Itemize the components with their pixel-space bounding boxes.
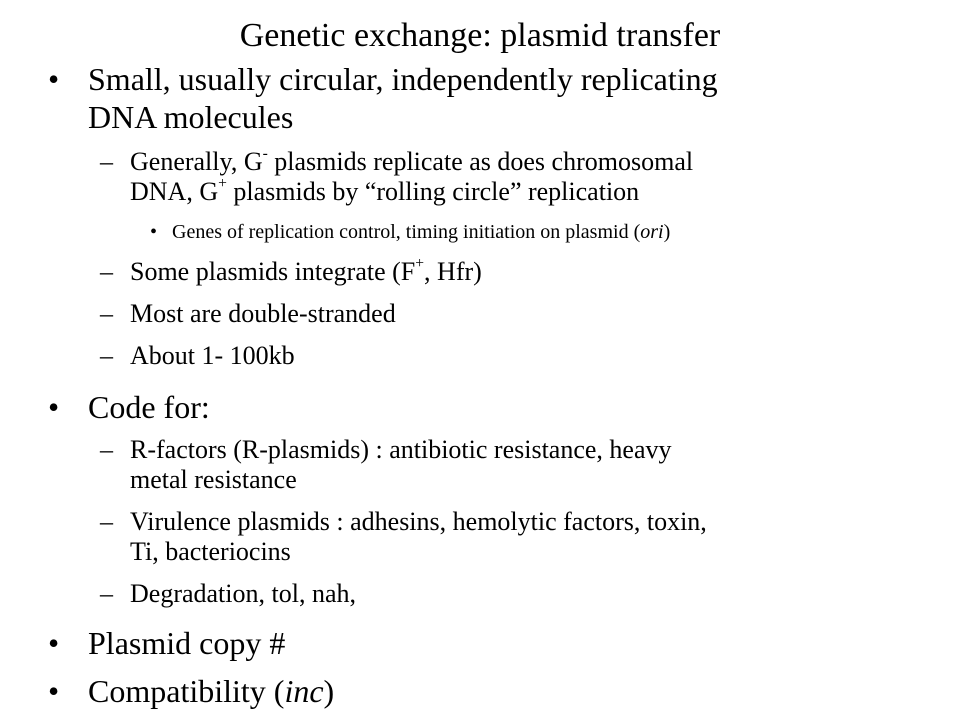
bullet-marker: • bbox=[48, 625, 60, 661]
bullet-copy-number: Plasmid copy # bbox=[88, 625, 286, 661]
subsub-replication-control: Genes of replication control, timing initiation on plasmid (ori) bbox=[172, 221, 671, 243]
dash-marker: – bbox=[100, 257, 113, 286]
bullet-marker: • bbox=[48, 61, 60, 97]
bullet-small-circular-line1: Small, usually circular, independently replicating bbox=[88, 61, 718, 97]
sub-r-factors-line1: R-factors (R-plasmids) : antibiotic resistance, heavy bbox=[130, 435, 672, 464]
bullet-marker: • bbox=[48, 673, 60, 709]
sub-degradation: Degradation, tol, nah, bbox=[130, 579, 356, 608]
bullet-small-circular-line2: DNA molecules bbox=[88, 99, 294, 135]
bullet-marker: • bbox=[150, 221, 158, 243]
bullet-compatibility: Compatibility (inc) bbox=[88, 673, 335, 709]
dash-marker: – bbox=[100, 579, 113, 608]
sub-gram-positive-line2: DNA, G+ plasmids by “rolling circle” replication bbox=[130, 175, 640, 206]
sub-size: About 1- 100kb bbox=[130, 341, 295, 370]
dash-marker: – bbox=[100, 299, 113, 328]
bullet-code-for: Code for: bbox=[88, 389, 210, 425]
dash-marker: – bbox=[100, 435, 113, 464]
sub-integrate: Some plasmids integrate (F+, Hfr) bbox=[130, 255, 482, 286]
slide-title: Genetic exchange: plasmid transfer bbox=[239, 17, 721, 54]
sub-virulence-line1: Virulence plasmids : adhesins, hemolytic factors, toxin, bbox=[130, 507, 707, 536]
sub-double-stranded: Most are double-stranded bbox=[130, 299, 396, 328]
dash-marker: – bbox=[100, 147, 113, 176]
sub-gram-negative-line1: Generally, G- plasmids replicate as does chromosomal bbox=[130, 145, 694, 176]
sub-r-factors-line2: metal resistance bbox=[130, 465, 297, 494]
dash-marker: – bbox=[100, 341, 113, 370]
sub-virulence-line2: Ti, bacteriocins bbox=[130, 537, 291, 566]
bullet-marker: • bbox=[48, 389, 60, 425]
dash-marker: – bbox=[100, 507, 113, 536]
